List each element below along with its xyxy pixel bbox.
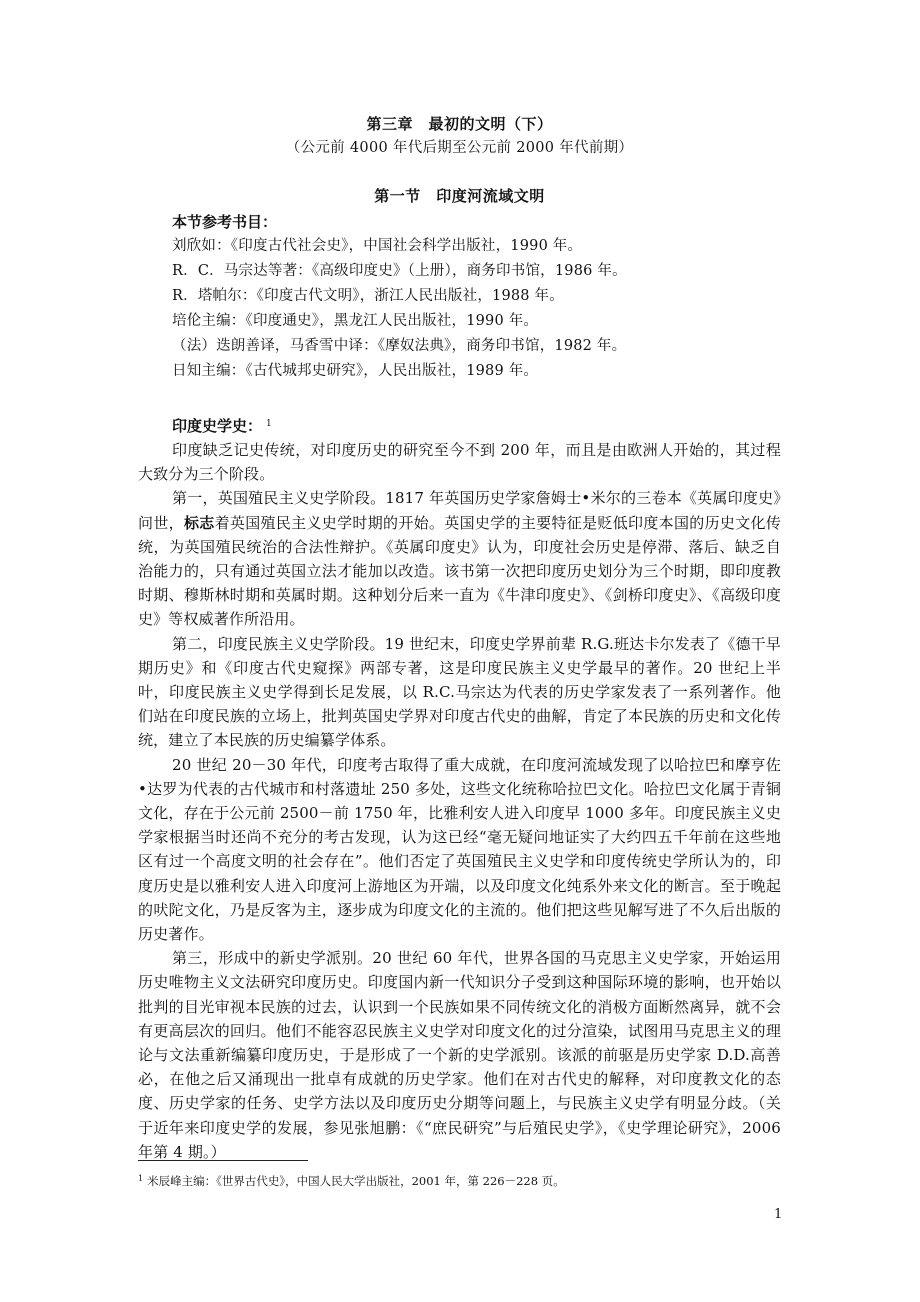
document-page bbox=[138, 112, 781, 1164]
body-paragraph bbox=[138, 486, 781, 631]
historiography-heading bbox=[138, 412, 781, 438]
chapter-title: 第三章 最初的文明（下） bbox=[366, 115, 553, 133]
reference-item: R．C．马宗达等著：《高级印度史》（上册），商务印书馆，1986 年。 bbox=[172, 263, 627, 279]
references-heading: 本节参考书目： bbox=[172, 213, 278, 231]
footnote-reference[interactable]: 1 bbox=[266, 419, 272, 429]
chapter-subtitle: （公元前 4000 年代后期至公元前 2000 年代前期） bbox=[285, 140, 634, 156]
paragraph-text: 第一，英国殖民主义史学阶段。1817 年英国历史学家詹姆士•米尔的三卷本《英属印度史》问世， bbox=[138, 489, 781, 532]
section-title: 第一节 印度河流域文明 bbox=[374, 187, 545, 205]
reference-item: 培伦主编：《印度通史》，黑龙江人民出版社，1990 年。 bbox=[172, 313, 539, 329]
bold-emphasis: 标志 bbox=[183, 513, 215, 532]
historiography-heading-text: 印度史学史： bbox=[172, 417, 263, 435]
footnote bbox=[138, 1170, 565, 1190]
reference-item: （法）迭朗善译，马香雪中译：《摩奴法典》，商务印书馆，1982 年。 bbox=[172, 338, 627, 354]
body-paragraph: 印度缺乏记史传统，对印度历史的研究至今不到 200 年，而且是由欧洲人开始的，其过程大致分为三个阶段。 bbox=[138, 441, 781, 484]
reference-item: 日知主编：《古代城邦史研究》，人民出版社，1989 年。 bbox=[172, 363, 539, 379]
body-paragraph: 第三，形成中的新史学派别。20 世纪 60 年代，世界各国的马克思主义史学家，开始运用历史唯物主义文法研究印度历史。印度国内新一代知识分子受到这种国际环境的影响，也开始以批判的目光审视本民族的过去，认识到一个民族如果不同传统文化的消极方面断然离异，就不会有更高层次的回归。他们不能容忍民族主义史学对印度文化的过分渲染，试图用马克思主义的理论与文法重新编纂印度历史，于是形成了一个新的史学派别。该派的前驱是历史学家 D.D.高善必，在他之后又涌现出一批卓有成就的历史学家。他们在对古代史的解释，对印度教文化的态度、历史学家的任务、史学方法以及印度历史分期等问题上，与民族主义史学有明显分歧。（关于近年来印度史学的发展，参见张旭鹏：《“庶民研究”与后殖民史学》，《史学理论研究》，2006 年第 4 期。） bbox=[138, 949, 781, 1161]
footnote-marker: 1 bbox=[138, 1174, 144, 1183]
footnote-separator bbox=[138, 1160, 308, 1161]
footnote-text: 米辰峰主编：《世界古代史》，中国人民大学出版社，2001 年，第 226－228 页。 bbox=[147, 1174, 565, 1188]
body-paragraph: 第二，印度民族主义史学阶段。19 世纪末，印度史学界前辈 R.G.班达卡尔发表了《德干早期历史》和《印度古代史窥探》两部专著，这是印度民族主义史学最早的著作。20 世纪上半叶，印度民族主义史学得到长足发展，以 R.C.马宗达为代表的历史学家发表了一系列著作。他们站在印度民族的立场上，批判英国史学界对印度古代史的曲解，肯定了本民族的历史和文化传统，建立了本民族的历史编纂学体系。 bbox=[138, 634, 781, 750]
page-number: 1 bbox=[774, 1207, 783, 1222]
body-paragraph: 20 世纪 20－30 年代，印度考古取得了重大成就，在印度河流域发现了以哈拉巴和摩亨佐•达罗为代表的古代城市和村落遗址 250 多处，这些文化统称哈拉巴文化。哈拉巴文化属于青铜文化，存在于公元前 2500－前 1750 年，比雅利安人进入印度早 1000 多年。印度民族主义史学家根据当时还尚不充分的考古发现，认为这已经“毫无疑问地证实了大约四五千年前在这些地区有过一个高度文明的社会存在”。他们否定了英国殖民主义史学和印度传统史学所认为的，印度历史是以雅利安人进入印度河上游地区为开端，以及印度文化纯系外来文化的断言。至于晚起的吠陀文化，乃是反客为主，逐步成为印度文化的主流的。他们把这些见解写进了不久后出版的历史著作。 bbox=[138, 755, 781, 944]
reference-item: 刘欣如：《印度古代社会史》，中国社会科学出版社，1990 年。 bbox=[172, 238, 583, 254]
reference-item: R．塔帕尔：《印度古代文明》，浙江人民出版社，1988 年。 bbox=[172, 288, 564, 304]
paragraph-text: 着英国殖民主义史学时期的开始。英国史学的主要特征是贬低印度本国的历史文化传统，为英国殖民统治的合法性辩护。《英属印度史》认为，印度社会历史是停滞、落后、缺乏自治能力的，只有通过英国立法才能加以改造。该书第一次把印度历史划分为三个时期，即印度教时期、穆斯林时期和英属时期。这种划分后来一直为《牛津印度史》、《剑桥印度史》、《高级印度史》等权威著作所沿用。 bbox=[138, 513, 782, 629]
references-list bbox=[138, 234, 781, 384]
